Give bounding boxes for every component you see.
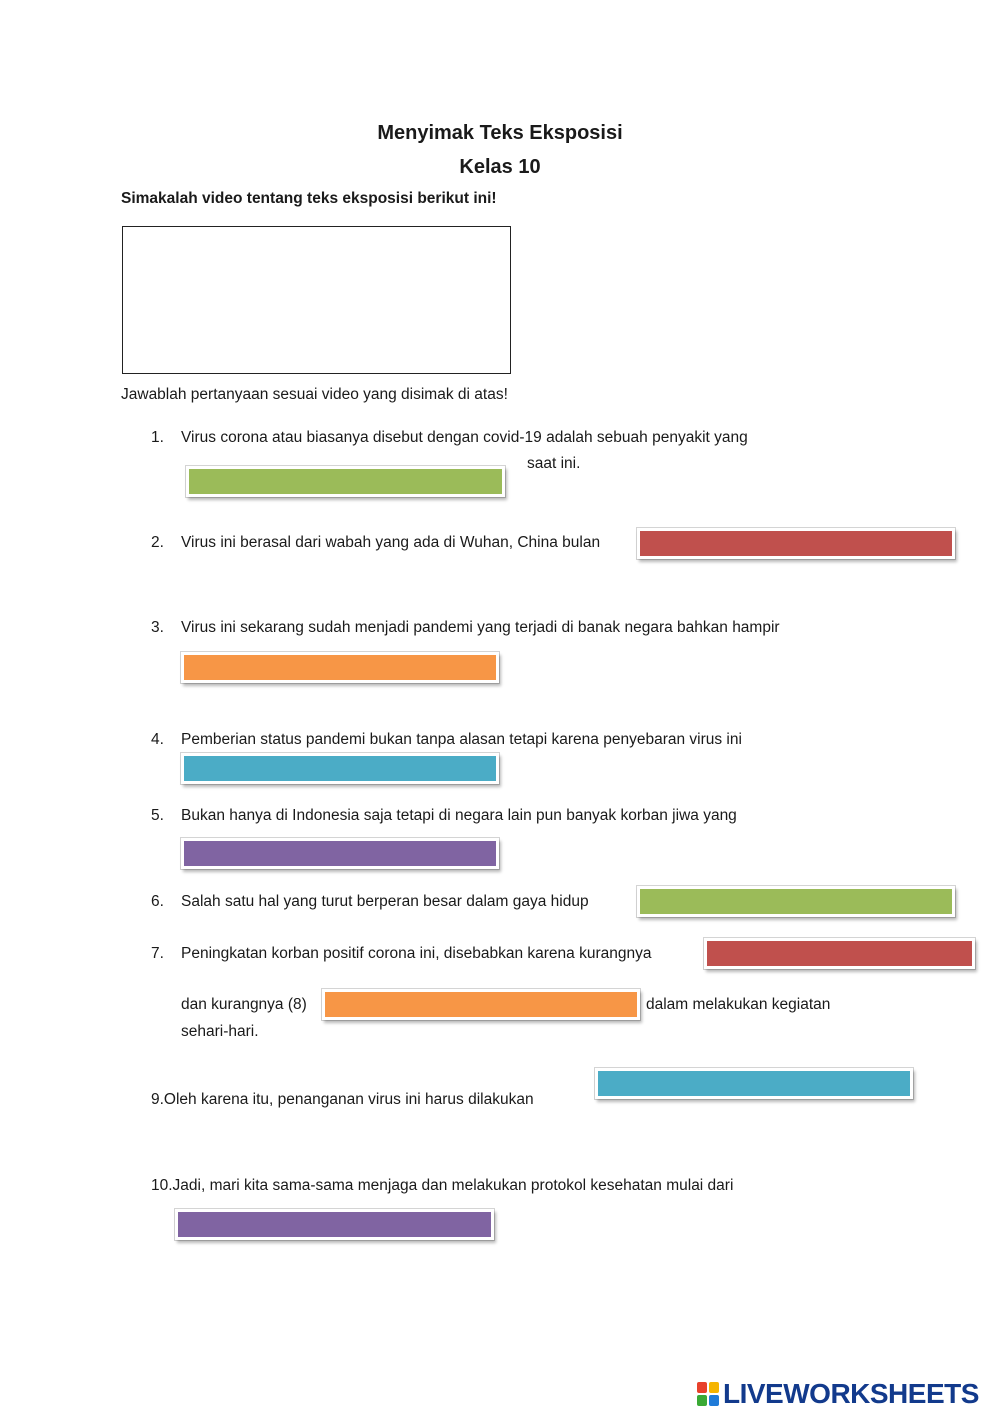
q2-text: Virus ini berasal dari wabah yang ada di Wuhan, China bulan <box>181 534 601 551</box>
q5-text: Bukan hanya di Indonesia saja tetapi di negara lain pun banyak korban jiwa yang <box>181 807 737 824</box>
q8-text-after: dalam melakukan kegiatan <box>646 996 831 1013</box>
q8-text-before: dan kurangnya (8) <box>181 996 307 1013</box>
liveworksheets-logo <box>697 1378 979 1410</box>
answer-6-input[interactable] <box>637 886 955 917</box>
q1-text-after: saat ini. <box>527 455 581 472</box>
logo-text: LIVEWORKSHEETS <box>723 1378 979 1409</box>
answer-3-input[interactable] <box>181 652 499 683</box>
q9-text: 9.Oleh karena itu, penanganan virus ini harus dilakukan <box>151 1091 534 1108</box>
q3-text: Virus ini sekarang sudah menjadi pandemi yang terjadi di banak negara bahkan hampir <box>181 619 780 636</box>
q6-text: Salah satu hal yang turut berperan besar dalam gaya hidup <box>181 893 589 910</box>
answer-2-input[interactable] <box>637 528 955 559</box>
answer-1-input[interactable] <box>186 466 505 497</box>
questions-intro: Jawablah pertanyaan sesuai video yang disimak di atas! <box>121 386 508 403</box>
page-title: Menyimak Teks Eksposisi <box>377 122 623 144</box>
instruction-text: Simakalah video tentang teks eksposisi berikut ini! <box>121 190 497 207</box>
video-player[interactable] <box>122 226 511 374</box>
q5-number: 5. <box>151 807 164 824</box>
answer-9-input[interactable] <box>595 1068 913 1099</box>
q3-number: 3. <box>151 619 164 636</box>
q7-number: 7. <box>151 945 164 962</box>
answer-7-input[interactable] <box>704 938 975 969</box>
answer-4-input[interactable] <box>181 753 499 784</box>
answer-5-input[interactable] <box>181 838 499 869</box>
q1-text: Virus corona atau biasanya disebut dengan covid-19 adalah sebuah penyakit yang <box>181 429 748 446</box>
q8-text-line2: sehari-hari. <box>181 1023 259 1040</box>
answer-8-input[interactable] <box>322 989 640 1020</box>
q4-text: Pemberian status pandemi bukan tanpa alasan tetapi karena penyebaran virus ini <box>181 731 742 748</box>
q4-number: 4. <box>151 731 164 748</box>
page-subtitle: Kelas 10 <box>459 156 541 178</box>
q1-number: 1. <box>151 429 164 446</box>
q10-text: 10.Jadi, mari kita sama-sama menjaga dan melakukan protokol kesehatan mulai dari <box>151 1177 734 1194</box>
q2-number: 2. <box>151 534 164 551</box>
q7-text: Peningkatan korban positif corona ini, disebabkan karena kurangnya <box>181 945 652 962</box>
answer-10-input[interactable] <box>175 1209 494 1240</box>
logo-icon <box>697 1382 719 1406</box>
q6-number: 6. <box>151 893 164 910</box>
